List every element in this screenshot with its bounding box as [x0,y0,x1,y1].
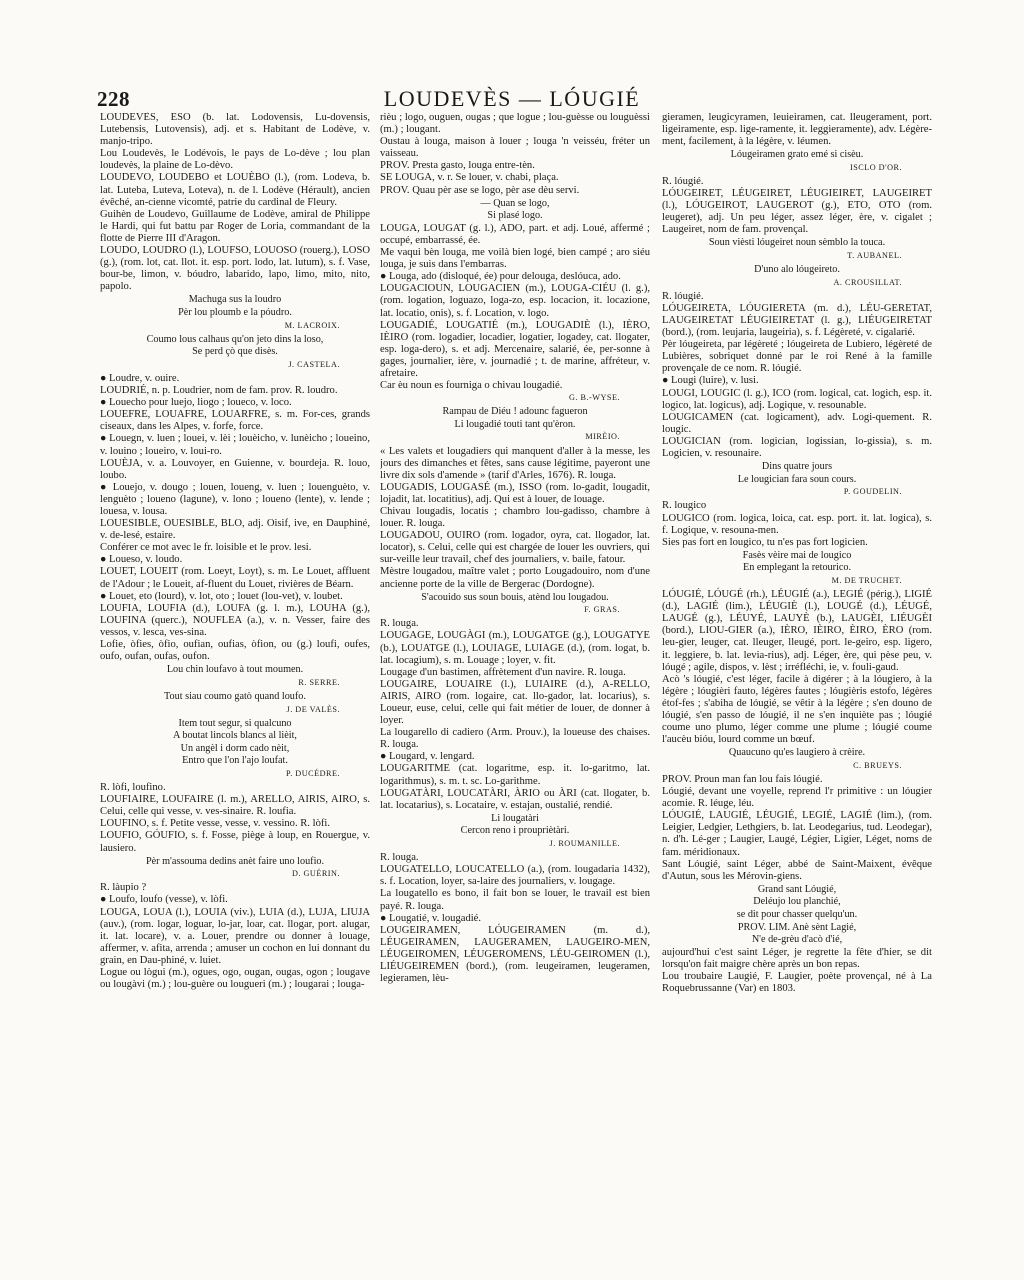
quotation-line: se dit pour chasser quelqu'un. [736,909,858,920]
running-head: LOUDEVÈS — LÓUGIÉ [383,86,641,111]
dictionary-entry: LOUÈJA, v. a. Louvoyer, en Guienne, v. bourdeja. R. louo, loubo. [100,457,370,481]
dictionary-entry: R. louga. [380,852,419,864]
dictionary-entry: ● Loudre, v. ouire. [100,372,180,384]
dictionary-entry: LOUGICO (rom. logica, loica, cat. esp. port. it. lat. logica), s. f. Logique, v. resouna-men. [662,512,932,536]
dictionary-entry: LOUGAGE, LOUGÀGI (m.), LOUGATGE (g.), LOUGATYE (b.), LOUATGE (l.), LOUIAGE, LUIAGE (d.), (rom. logat, b. lat. locagium), s. m. Louage ; loyer, v. fit. [380,630,650,666]
citation-source: J. CASTELA. [288,359,340,369]
quotation-line: En emplegant la retourico. [742,562,852,574]
quotation-line: Un angèl i dorm cado nèit, [180,742,290,754]
dictionary-entry: LOUFIO, GÓUFIO, s. f. Fosse, piège à loup, en Rouergue, v. lausiero. [100,830,370,854]
dictionary-entry: ● Lougatié, v. lougadié. [380,912,482,924]
dictionary-entry: ● Louga, ado (disloqué, ée) pour delouga, deslóuca, ado. [380,271,621,283]
quotation-line: Tout siau coumo gatò quand loufo. [164,690,306,702]
quotation-line: Li lougatàri [491,812,539,824]
dictionary-entry: LOUFIA, LOUFIA (d.), LOUFA (g. l. m.), LOUHA (g.), LOUFINA (querc.), NOUFLEA (a.), v. n. Vesser, faire des vessos, v. lesca, ves-sina. [100,602,370,638]
citation-source: J. ROUMANILLE. [549,839,620,849]
dictionary-entry: R. lougico [662,500,707,512]
quotation-line: Se perd çò que disès. [192,346,278,358]
citation-source: P. GOUDELIN. [843,487,902,497]
column-3 [662,112,932,1227]
dictionary-entry: PROV. Quau pèr ase se logo, pèr ase dèu servi. [380,184,580,196]
page-number: 228 [97,87,130,111]
dictionary-entry: ● Lougi (luire), v. lusi. [662,375,759,387]
quotation-line: Le lougician fara soun cours. [737,473,857,485]
dictionary-entry: ● Louejo, v. dougo ; louen, loueng, v. luen ; louenguèto, v. lenguèto ; loueno (lagune), v. lono ; loueno (lente), v. lende ; louesa, v. lousa. [100,481,370,517]
quotation-line: Rampau de Diéu ! adounc fagueron [442,406,588,418]
quotation-line: Machuga sus la loudro [188,294,282,306]
dictionary-entry: ● Loufo, loufo (vesse), v. lòfi. [100,894,228,906]
citation-source: R. SERRE. [298,677,340,687]
citation-source: G. B.-WYSE. [569,393,620,403]
quotation-line: — Quan se logo, [480,197,550,209]
quotation-line: Dins quatre jours [761,461,833,473]
dictionary-entry: Lóugié, devant une voyelle, reprend l'r primitive : un lóugier acomie. R. léuge, léu. [662,786,932,810]
column-1 [100,112,370,1227]
dictionary-entry: ● Loueso, v. loudo. [100,554,183,566]
dictionary-entry: LOUESIBLE, OUESIBLE, BLO, adj. Oisif, ive, en Dauphiné, v. de-lesé, estaire. [100,518,370,542]
dictionary-entry: LOUGAIRE, LOUAIRE (l.), LUIAIRE (d.), A-RELLO, AIRIS, AIRO (rom. logaire, cat. llo-gador, lat. locarius), s. Loueur, euse, celui, celle qui fait métier de louer, de donner à loyer. [380,678,650,727]
dictionary-entry: ● Louecho pour luejo, liogo ; loueco, v. loco. [100,397,292,409]
dictionary-entry: R. lòfi, loufino. [100,782,166,794]
dictionary-entry: LOUDEVÈS, ESO (b. lat. Lodovensis, Lu-dovensis, Lutebensis, Lutovensis), adj. et s. Habitant de Lodève, v. manjo-tripo. [100,112,370,148]
dictionary-entry: gieramen, leugicyramen, leuieiramen, cat. lleugerament, port. ligeiramente, esp. lige-ramente, it. leggieramente), adv. Légère-ment, facilement, à la légère, v. léumen. [662,112,932,148]
citation-source: C. BRUEYS. [853,760,902,770]
dictionary-entry: R. làupio ? [100,882,147,894]
quotation-line: Pèr m'assouma dedins anèt faire uno loufio. [145,855,325,867]
dictionary-entry: LOUFIAIRE, LOUFAIRE (l. m.), ARELLO, AIRIS, AIRO, s. Celui, celle qui vesse, v. ves-sinaire. R. loufia. [100,794,370,818]
dictionary-entry: R. louga. [380,618,419,630]
dictionary-entry: R. lóugié. [662,175,704,187]
dictionary-entry: Car èu noun es fourniga o chivau lougadié. [380,380,563,392]
dictionary-entry: « Les valets et lougadiers qui manquent d'aller à la messe, les jours des dimanches et fêtes, sans cause légitime, payeront une livre dix sols d'amende » (tarif d'Arles, 1676). R. louga. [380,445,650,481]
citation-source: D. GUÉRIN. [292,869,340,879]
dictionary-entry: SE LOUGA, v. r. Se louer, v. chabi, plaça. [380,172,559,184]
dictionary-entry: Sant Lóugié, saint Léger, abbé de Saint-Maixent, évêque d'Autun, sous les Mérovin-giens. [662,858,932,882]
dictionary-entry: LOUGATÀRI, LOUCATÀRI, ÀRIO ou ÀRI (cat. llogater, b. lat. locatarius), s. Locataire, v. estajan, oustalié, rendié. [380,787,650,811]
dictionary-entry: LOUDRIÉ, n. p. Loudrier, nom de fam. prov. R. loudro. [100,385,338,397]
quotation-line: Fasès vèire mai de lougico [742,549,852,561]
dictionary-entry: LOUGA, LOUA (l.), LOUIA (viv.), LUIA (d.), LUJA, LIUJA (auv.), (rom. logar, loguar, lo-jar, loar, cat. llogar, port. alugar, it. lat. locare), v. a. Louer, prendre ou donner à louage, affermer, v. afita, arrenda ; amuser un cochon en lui donnant du grain, en Dau-phiné, v. luiet. [100,906,370,966]
dictionary-entry: rièu ; logo, ouguen, ougas ; que logue ; lou-guèsse ou louguèssi (m.) ; lougant. [380,112,650,136]
quotation-line: Entro que l'on l'ajo loufat. [182,755,288,767]
dictionary-entry: LOUGEIRAMEN, LÓUGEIRAMEN (m. d.), LÉUGEIRAMEN, LAUGERAMEN, LAUGEIRO-MEN, LÉUGEIROMEN, LÉUGEROMENS, LÉU-GEIROMEN (l.), LIÉUGEIREMEN (bord.), (rom. leugeiramen, leugeramen, legieramen, lèu- [380,924,650,985]
dictionary-entry: LOUDO, LOUDRO (l.), LOUFSO, LOUOSO (rouerg.), LOSO (g.), (rom. lot, cat. llot. it. esp. port. lodo, lat. lutum), s. f. Vase, bour-be, limon, v. bóudro, labarido, lapo, limo, mito, nito, papolo. [100,245,370,293]
citation-source: F. GRAS. [584,605,620,615]
dictionary-entry: Acò 's lóugié, c'est léger, facile à digérer ; à la lóugiero, à la légère ; lóugièri fauto, légères fautes ; lóugièris estofo, légères étof-fes ; s'abiha de lóugié, se vêtir à la légère ; s'en douno de lóugié, s'en passo de lóugié, il ne s'en inquiète pas ; lóugié coume uno plumo, léger comme une plume ; lóugié coume l'aucèu bióu, lourd comme un bœuf. [662,673,932,746]
quotation-line: Lóugeiramen grato emé si cisèu. [730,149,864,161]
citation-source: MIRÈIO. [585,432,620,442]
citation-source: P. DUCÉDRE. [286,768,340,778]
dictionary-entry: LOUGADIS, LOUGASÉ (m.), ISSO (rom. lo-gadit, lougadit, lojadit, lat. locatitius), adj. Qui est à louer, de louage. [380,481,650,505]
quotation-line: N'e de-grèu d'acò d'ié, [751,934,843,946]
quotation-line: D'uno alo lóugeireto. [754,264,840,276]
dictionary-entry: LOUGICIAN (rom. logician, logissian, lo-gissia), s. m. Logicien, v. resounaire. [662,435,932,460]
dictionary-entry: LOUGADOU, OUIRO (rom. logador, oyra, cat. llogador, lat. locator), s. Celui, celle qui est chargée de louer les ouvriers, qui sur-veille leur travail, chef des journaliers, v. baile, fatour. [380,530,650,566]
quotation-line: Lou chin loufavo à tout moumen. [166,664,304,676]
dictionary-entry: LOUEFRE, LOUAFRE, LOUARFRE, s. m. For-ces, grands ciseaux, dans les Alpes, v. forfe, force. [100,409,370,433]
dictionary-entry: La lougarello di cadiero (Arm. Prouv.), la loueuse des chaises. R. louga. [380,727,650,751]
citation-source: J. DE VALÈS. [286,704,340,714]
dictionary-entry: LOUFINO, s. f. Petite vesse, vesse, v. vessino. R. lòfi. [100,818,330,830]
dictionary-entry: Sies pas fort en lougico, tu n'es pas fort logicien. [662,536,868,548]
quotation-line: Quaucuno qu'es laugiero à crèire. [728,747,866,759]
dictionary-entry: ● Louegn, v. luen ; louei, v. lèi ; louèicho, v. lunèicho ; loueino, v. louino ; loueiro, v. loui-ro. [100,433,370,457]
dictionary-entry: Conférer ce mot avec le fr. loisible et le prov. lesi. [100,542,312,554]
dictionary-entry: LÓUGEIRETA, LÓUGIERETA (m. d.), LÉU-GERETAT, LAUGEIRETAT LÉUGIEIRETAT (l. g.), LIÉUGEIRETAT (bord.), (rom. leujaria, laugeiria), s. f. Légèreté, v. cigalarié. [662,302,932,339]
quotation-line: Grand sant Lóugié, [757,883,837,895]
quotation-line: Item tout segur, si qualcuno [178,717,292,729]
dictionary-entry: Pèr lóugeireta, par légèreté ; lóugeireta de Lubiero, légèreté de Lubières, sobriquet donné par le roi René à la famille provençale de ce nom. R. lóugié. [662,339,932,375]
dictionary-entry: Lou Loudevès, le Lodévois, le pays de Lo-dève ; lou plan loudevès, la plaine de Lo-dèvo. [100,148,370,172]
dictionary-entry: Logue ou lògui (m.), ogues, ogo, ougan, ougas, ogon ; lougave ou lougàvi (m.) ; lou-guère ou lougueri (m.) ; lougarai ; louga- [100,966,370,991]
citation-source: M. DE TRUCHET. [831,575,902,585]
quotation-line: A boutat lincols blancs al lièit, [173,730,297,742]
dictionary-entry: LOUGA, LOUGAT (g. l.), ADO, part. et adj. Loué, affermé ; occupé, embarrassé, ée. [380,222,650,246]
dictionary-entry: PROV. Presta gasto, louga entre-tèn. [380,160,535,172]
quotation-line: Pèr lou ploumb e la póudro. [178,307,292,318]
dictionary-entry: LOUGICAMEN (cat. logicament), adv. Logi-quement. R. lougic. [662,411,932,435]
citation-source: T. AUBANEL. [847,251,902,261]
quotation-line: Cercon reno i proupriètàri. [460,825,570,837]
dictionary-entry: ● Lougard, v. lengard. [380,751,475,763]
quotation-line: Deléujo lou planchié, [753,896,841,908]
dictionary-entry: PROV. Proun man fan lou fais lóugié. [662,773,823,785]
dictionary-entry: LÓUGIÉ, LAUGIÉ, LÉUGIÉ, LEGIÉ, LAGIÉ (lim.), (rom. Leigier, Ledgier, Lethgiers, b. lat. Leodegarius, tud. Leodegar), n. d'h. Lé-ger ; Laugier, Laugé, Légier, Ligier, Léget, noms de fam. méridionaux. [662,810,932,858]
dictionary-entry: La lougatello es bono, il fait bon se louer, le travail est bien payé. R. louga. [380,888,650,912]
quotation-line: S'acouido sus soun bouis, atènd lou lougadou. [421,591,609,603]
dictionary-entry: LOUET, LOUEIT (rom. Loeyt, Loyt), s. m. Le Louet, affluent de l'Adour ; le Loueit, af-fluent du Louet, rivières de Béarn. [100,566,370,590]
citation-source: A. CROUSILLAT. [833,277,902,287]
dictionary-entry: R. lóugié. [662,290,704,302]
dictionary-entry: LOUDEVO, LOUDEBO et LOUÈBO (l.), (rom. Lodeva, b. lat. Luteba, Luteva, Loteva), n. de l. Lodève (Hérault), ancien évêché, an-cienne vicomté, patrie du cardinal de Fleury. [100,172,370,208]
citation-source: ISCLO D'OR. [849,162,902,172]
dictionary-entry: Chivau lougadis, locatis ; chambro lou-gadisso, chambre à louer. R. louga. [380,506,650,530]
quotation-line: Si plasé logo. [487,210,543,222]
dictionary-entry: Lou troubaire Laugié, F. Laugier, poète provençal, né à La Roquebrussanne (Var) en 1803. [662,970,932,995]
dictionary-entry: Lofie, òfies, òfio, oufian, oufias, òfion, ou (g.) loufi, oufes, oufo, oufan, oufas, oufon. [100,639,370,663]
quotation-line: Coumo lous calhaus qu'on jeto dins la loso, [146,333,324,345]
column-2 [380,112,650,1227]
dictionary-entry: LOUGADIÉ, LOUGATIÉ (m.), LOUGADIÈ (l.), IÈRO, IÈIRO (rom. logadier, locadier, logatier, logadey, cat. llogater, esp. loga-dero), s. et adj. Mercenaire, salarié, ée, per-sonne à gages, journalier, ière, v. journadié ; t. de marine, affréteur, v. afretaire. [380,319,650,379]
citation-source: M. LACROIX. [284,320,340,330]
dictionary-entry: LOUGI, LOUGIC (l. g.), ICO (rom. logical, cat. logich, esp. it. logico, lat. logicus), adj. Logique, v. resounable. [662,387,932,411]
dictionary-entry: Oustau à louga, maison à louer ; louga 'n veisséu, fréter un vaisseau. [380,136,650,160]
quotation-line: Soun vièsti lóugeiret noun sèmblo la touca. [708,237,886,249]
dictionary-entry: LOUGARITME (cat. logaritme, esp. it. lo-garitmo, lat. logarithmus), s. m. t. sc. Lo-garithme. [380,763,650,787]
dictionary-entry: LÓUGEIRET, LÉUGEIRET, LÉUGIEIRET, LAUGEIRET (l.), LÓUGEIROT, LAUGEROT (g.), ETO, OTO (rom. leugeret), adj. Un peu léger, assez léger, ère, v. cigalet ; Laugeiret, nom de fam. provençal. [662,188,932,236]
dictionary-entry: LOUGACIOUN, LOUGACIEN (m.), LOUGA-CIÉU (l. g.), (rom. logation, loguazo, loga-zo, esp. locacion, it. locazione, lat. locatio, onis), s. f. Location, v. logo. [380,283,650,319]
quotation-line: Li lougadié touti tant qu'èron. [454,418,576,430]
dictionary-entry: Lougage d'un bastimen, affrètement d'un navire. R. louga. [380,666,626,678]
dictionary-entry: Guihèn de Loudevo, Guillaume de Lodève, amiral de Philippe le Hardi, qui fut battu par Roger de Loria, commandant de la flotte de Pierre III d'Aragon. [100,208,370,244]
dictionary-entry: ● Louet, eto (lourd), v. lot, oto ; louet (lou-vet), v. loubet. [100,590,343,602]
dictionary-entry: LOUGATELLO, LOUCATELLO (a.), (rom. lougadaria 1432), s. f. Location, loyer, sa-laire des journaliers, v. lougage. [380,864,650,888]
dictionary-entry: Mèstre lougadou, maître valet ; porto Lougadouiro, nom d'une ancienne porte de la ville de Bergerac (Dordogne). [380,566,650,590]
dictionary-entry: aujourd'hui c'est saint Léger, je regrette la fête d'hier, se dit lorsqu'on fait maigre chère après un bon repas. [662,946,932,970]
dictionary-entry: Me vaqui bèn louga, me voilà bien logé, bien campé ; aro siéu louga, je suis dans l'embarras. [380,247,650,271]
dictionary-entry: LÓUGIÉ, LÓUGÉ (rh.), LÉUGIÉ (a.), LEGIÉ (périg.), LIGIÉ (d.), LAGIÉ (lim.), LÉUGIÈ (l.), LOUGÉ (d.), LÉUGÉ, LAUGÉ (g.), LÉUYÉ, LAUYÈ (b.), LAUGÈI, LIÉUGÈI (bord.), LIOU-GIER (a.), IÈRO, IÈIRO, ÈIRO, ÈRO (rom. leu-gier, leuger, cat. lleuger, lleugé, port. le-geiro, esp. ligero, it. leggiere, b. lat. levia-rius), adj. Léger, ère, qui pèse peu, v. lóugé ; agile, dispos, v. lèst ; irréfléchi, ie, v. fouli-gaud. [662,589,932,673]
quotation-line: PROV. LIM. Anè sènt Lagié, [737,921,857,933]
